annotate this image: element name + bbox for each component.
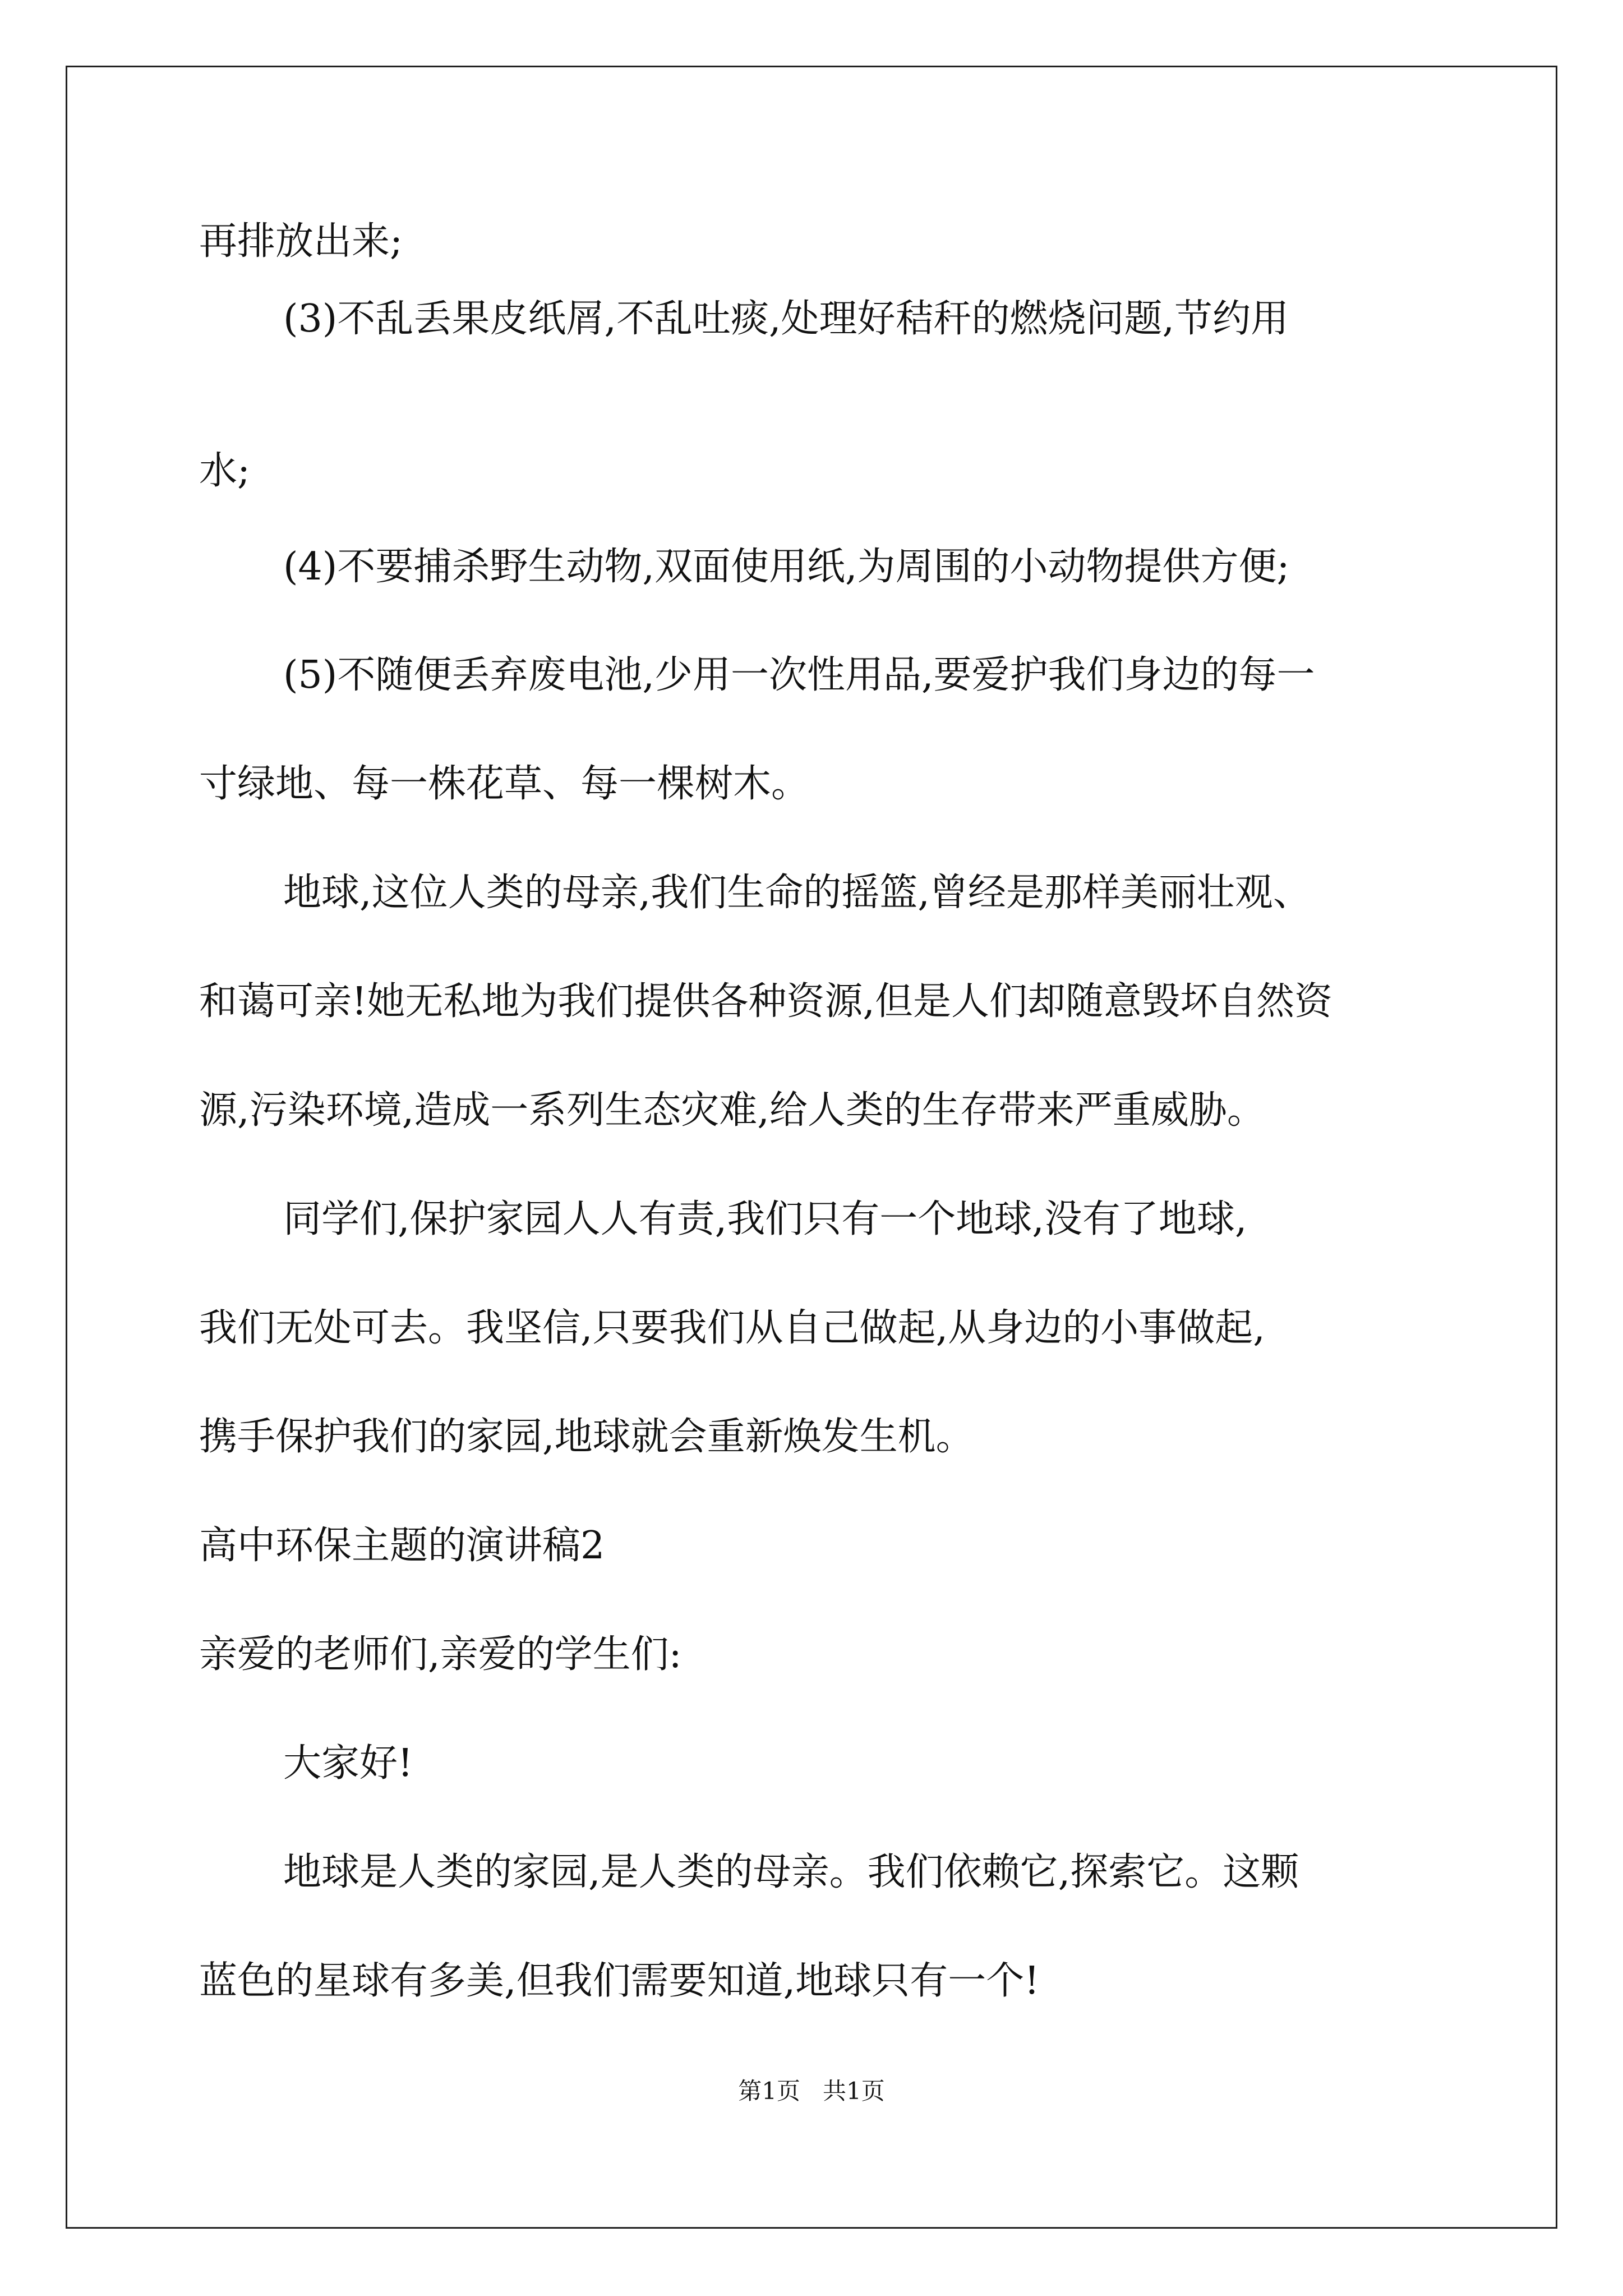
- paragraph-line: 再排放出来;: [199, 219, 403, 264]
- paragraph-line: 地球,这位人类的母亲,我们生命的摇篮,曾经是那样美丽壮观、: [283, 871, 1311, 915]
- paragraph-line: (5)不随便丢弃废电池,少用一次性用品,要爱护我们身边的每一: [283, 653, 1315, 697]
- paragraph-line: 水;: [199, 449, 250, 493]
- page-border: [66, 66, 1557, 2229]
- paragraph-line: 携手保护我们的家园,地球就会重新焕发生机。: [199, 1415, 974, 1459]
- paragraph-line: 源,污染环境,造成一系列生态灾难,给人类的生存带来严重威胁。: [199, 1088, 1265, 1133]
- paragraph-line: 和蔼可亲!她无私地为我们提供各种资源,但是人们却随意毁坏自然资: [199, 979, 1332, 1024]
- paragraph-line: 寸绿地、每一株花草、每一棵树木。: [199, 762, 810, 806]
- paragraph-line: 地球是人类的家园,是人类的母亲。我们依赖它,探索它。这颗: [283, 1850, 1299, 1894]
- page-number-footer: 第1页 共1页: [738, 2077, 885, 2105]
- paragraph-line: 同学们,保护家园人人有责,我们只有一个地球,没有了地球,: [283, 1197, 1247, 1241]
- greeting-line: 大家好!: [283, 1741, 413, 1786]
- paragraph-line: 我们无处可去。我坚信,只要我们从自己做起,从身边的小事做起,: [199, 1306, 1265, 1350]
- section-heading: 高中环保主题的演讲稿2: [199, 1524, 605, 1568]
- paragraph-line: (3)不乱丢果皮纸屑,不乱吐痰,处理好秸秆的燃烧问题,节约用: [283, 297, 1289, 341]
- paragraph-line: (4)不要捕杀野生动物,双面使用纸,为周围的小动物提供方便;: [283, 545, 1290, 589]
- salutation-line: 亲爱的老师们,亲爱的学生们:: [199, 1632, 682, 1677]
- paragraph-line: 蓝色的星球有多美,但我们需要知道,地球只有一个!: [199, 1959, 1040, 2003]
